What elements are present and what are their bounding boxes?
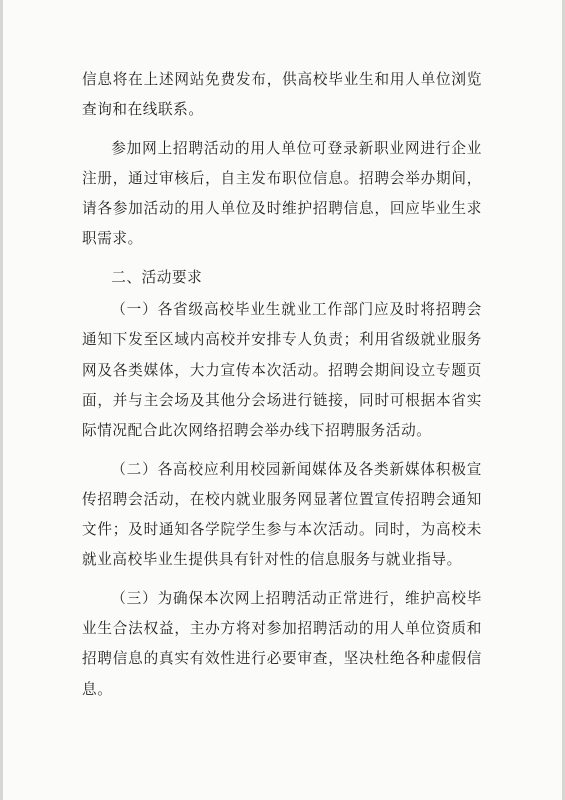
paragraph-requirement-1: （一）各省级高校毕业生就业工作部门应及时将招聘会通知下发至区域内高校并安排专人负责；利用省级就业服务网及各类媒体，大力宣传本次活动。招聘会期间设立专题页面，并与主会场及其他分会场进行链接，同时可根据本省实际情况配合此次网络招聘会举办线下招聘服务活动。	[82, 301, 482, 440]
paragraph-requirement-2: （二）各高校应利用校园新闻媒体及各类新媒体积极宣传招聘会活动，在校内就业服务网显著位置宣传招聘会通知文件；及时通知各学院学生参与本次活动。同时，为高校未就业高校毕业生提供具有针对性的信息服务与就业指导。	[82, 460, 482, 569]
section-heading: 二、活动要求	[111, 268, 203, 286]
paragraph-1: 信息将在上述网站免费发布，供高校毕业生和用人单位浏览查询和在线联系。	[82, 71, 482, 119]
paragraph-requirement-3: （三）为确保本次网上招聘活动正常进行，维护高校毕业生合法权益，主办方将对参加招聘活动的用人单位资质和招聘信息的真实有效性进行必要审查，坚决杜绝各种虚假信息。	[82, 589, 482, 698]
paragraph-2: 参加网上招聘活动的用人单位可登录新职业网进行企业注册，通过审核后，自主发布职位信息。招聘会举办期间，请各参加活动的用人单位及时维护招聘信息，回应毕业生求职需求。	[82, 139, 482, 248]
document-body	[82, 65, 482, 713]
page-edge-left	[0, 0, 3, 800]
